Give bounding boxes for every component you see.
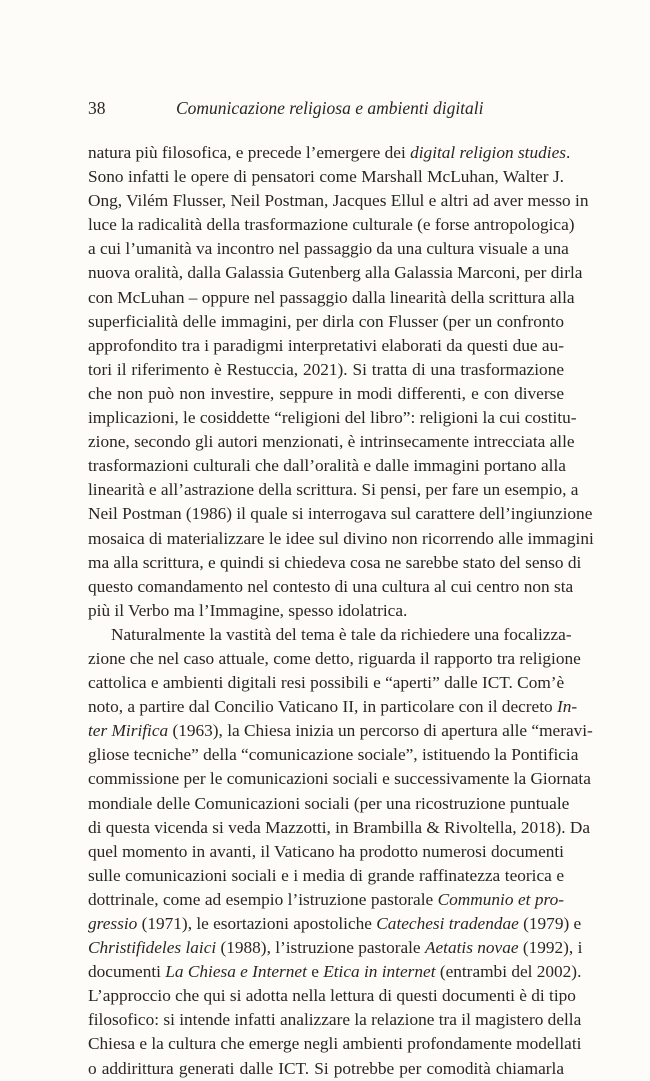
- text-line: Chiesa e la cultura che emerge negli ambienti profondamente modellati: [88, 1034, 582, 1054]
- text-line: L’approccio che qui si adotta nella lettura di questi documenti è di tipo: [88, 986, 576, 1006]
- text-line: mondiale delle Comunicazioni sociali (per una ricostruzione puntuale: [88, 793, 570, 813]
- text-line: quel momento in avanti, il Vaticano ha prodotto numerosi documenti: [88, 841, 564, 861]
- text-line: più il Verbo ma l’Immagine, spesso idolatrica.: [88, 600, 408, 620]
- text-line: ma alla scrittura, e quindi si chiedeva cosa ne sarebbe stato del senso di: [88, 552, 582, 572]
- text-line: Ong, Vilém Flusser, Neil Postman, Jacques Ellul e altri ad aver messo in: [88, 191, 589, 211]
- text-line: superficialità delle immagini, per dirla con Flusser (per un confronto: [88, 311, 564, 331]
- text-line: Sono infatti le opere di pensatori come Marshall McLuhan, Walter J.: [88, 167, 564, 187]
- text-line: documenti La Chiesa e Internet e Etica in internet (entrambi del 2002).: [88, 962, 582, 982]
- text-line: Christifideles laici (1988), l’istruzione pastorale Aetatis novae (1992), i: [88, 938, 583, 958]
- text-line: luce la radicalità della trasformazione culturale (e forse antropologica): [88, 215, 575, 235]
- text-line: filosofico: si intende infatti analizzare la relazione tra il magistero della: [88, 1010, 582, 1030]
- text-line: con McLuhan – oppure nel passaggio dalla linearità della scrittura alla: [88, 287, 575, 307]
- running-title: Comunicazione religiosa e ambienti digitali: [176, 98, 484, 118]
- text-line: a cui l’umanità va incontro nel passaggio da una cultura visuale a una: [88, 239, 569, 259]
- text-line: approfondito tra i paradigmi interpretativi elaborati da questi due au-: [88, 335, 564, 355]
- paragraph: [88, 141, 594, 623]
- text-line: che non può non investire, seppure in modi differenti, e con diverse: [88, 383, 564, 403]
- text-line: Neil Postman (1986) il quale si interrogava sul carattere dell’ingiunzione: [88, 504, 593, 524]
- text-line: questo comandamento nel contesto di una cultura al cui centro non sta: [88, 576, 574, 596]
- text-line: sulle comunicazioni sociali e i media di grande raffinatezza teorica e: [88, 865, 564, 885]
- text-line: dottrinale, come ad esempio l’istruzione pastorale Communio et pro-: [88, 889, 564, 909]
- text-line: cattolica e ambienti digitali resi possibili e “aperti” dalle ICT. Com’è: [88, 673, 565, 693]
- text-line: commissione per le comunicazioni sociali e successivamente la Giornata: [88, 769, 591, 789]
- text-line: nuova oralità, dalla Galassia Gutenberg alla Galassia Marconi, per dirla: [88, 263, 583, 283]
- text-line: ter Mirifica (1963), la Chiesa inizia un percorso di apertura alle “meravi-: [88, 721, 593, 741]
- text-line: zione, secondo gli autori menzionati, è intrinsecamente intrecciata alle: [88, 432, 575, 452]
- text-line: tori il riferimento è Restuccia, 2021). Si tratta di una trasformazione: [88, 359, 564, 379]
- text-line: o addirittura generati dalle ICT. Si potrebbe per comodità chiamarla: [88, 1058, 564, 1078]
- text-line: trasformazioni culturali che dall’oralità e dalle immagini portano alla: [88, 456, 566, 476]
- body-text: [88, 141, 594, 1081]
- paragraph: [88, 623, 593, 1081]
- text-line: linearità e all’astrazione della scrittura. Si pensi, per fare un esempio, a: [88, 480, 579, 500]
- text-line: gressio (1971), le esortazioni apostoliche Catechesi tradendae (1979) e: [88, 914, 582, 933]
- text-line: gliose tecniche” della “comunicazione sociale”, istituendo la Pontificia: [88, 745, 579, 765]
- text-line: natura più filosofica, e precede l’emergere dei digital religion studies.: [88, 143, 571, 162]
- text-line: zione che nel caso attuale, come detto, riguarda il rapporto tra religione: [88, 648, 581, 668]
- text-line: noto, a partire dal Concilio Vaticano II, in particolare con il decreto In-: [88, 697, 578, 717]
- text-line: mosaica di materializzare le idee sul divino non ricorrendo alle immagini: [88, 528, 594, 548]
- text-line: Naturalmente la vastità del tema è tale da richiedere una focalizza-: [111, 624, 572, 644]
- text-line: implicazioni, le cosiddette “religioni del libro”: religioni la cui costitu-: [88, 408, 577, 428]
- text-line: di questa vicenda si veda Mazzotti, in Brambilla & Rivoltella, 2018). Da: [88, 817, 590, 837]
- page-number: 38: [88, 98, 106, 118]
